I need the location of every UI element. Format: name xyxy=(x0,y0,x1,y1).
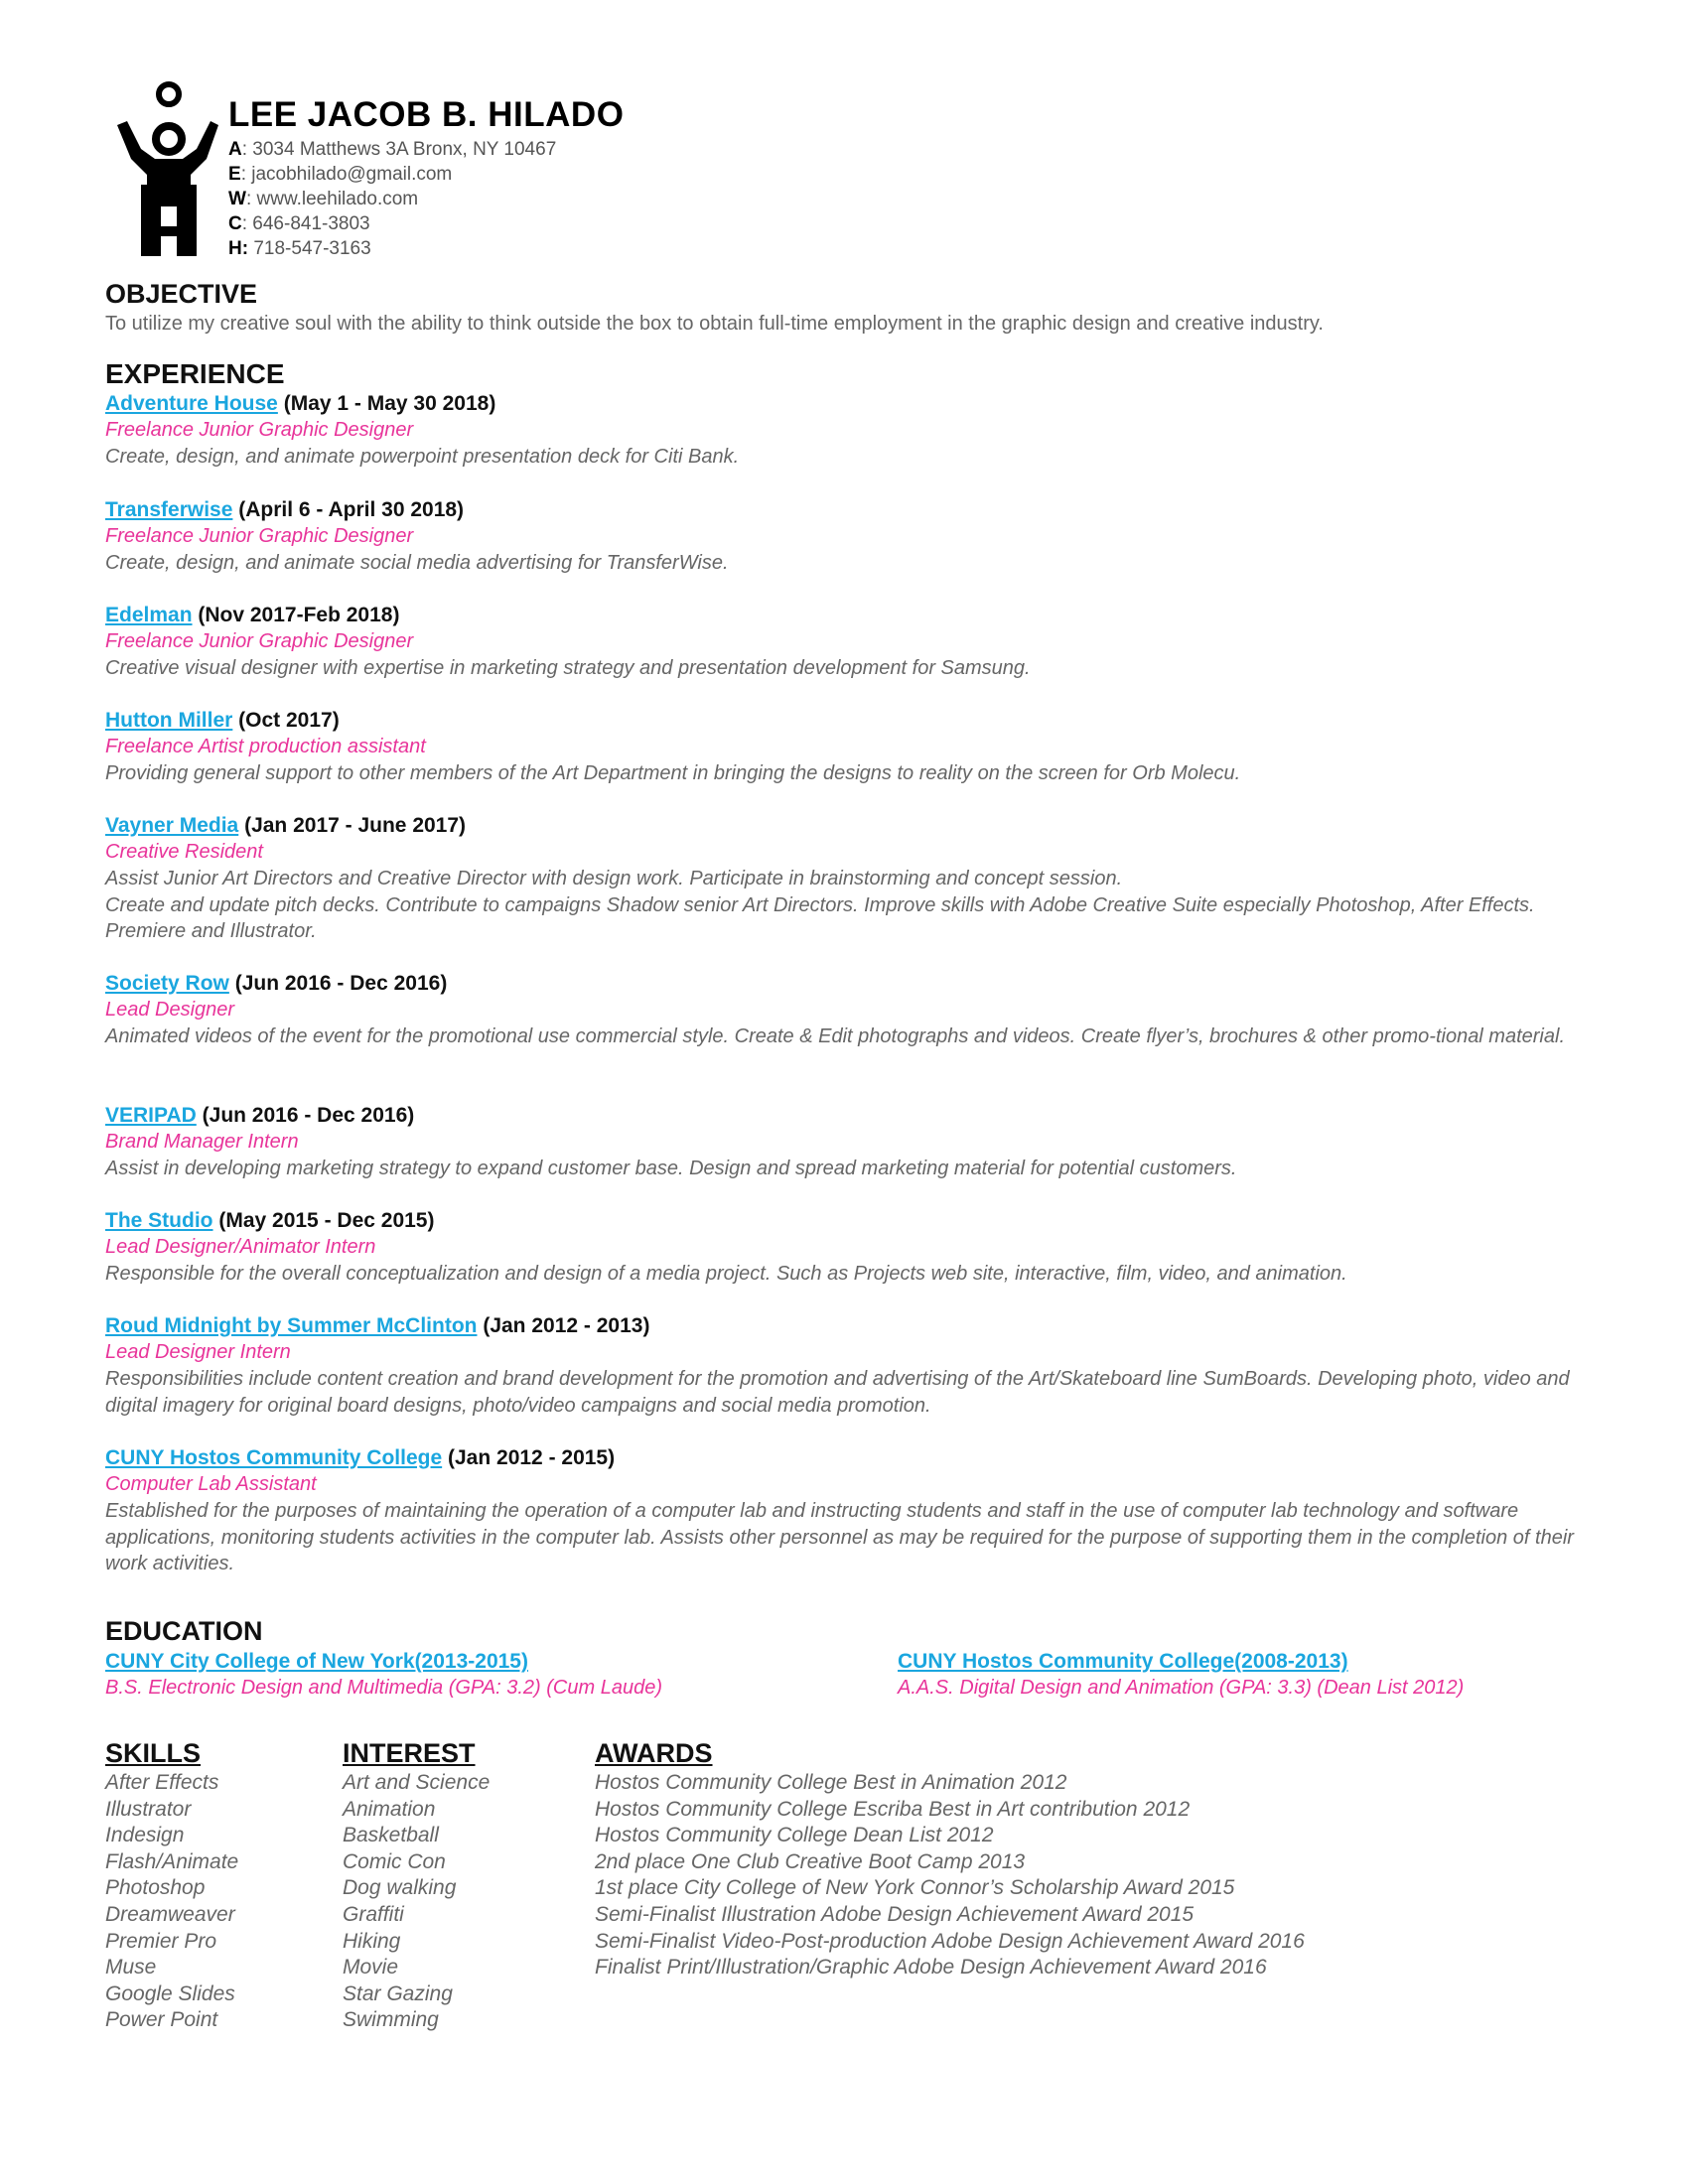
list-item: Semi-Finalist Illustration Adobe Design Achievement Award 2015 xyxy=(595,1902,1195,1926)
experience-dates: (Jan 2012 - 2015) xyxy=(448,1446,616,1469)
company-link[interactable]: CUNY Hostos Community College xyxy=(105,1446,443,1469)
objective-title: OBJECTIVE xyxy=(105,279,258,309)
experience-description-continued: Create and update pitch decks. Contribute to campaigns Shadow senior Art Directors. Improve skills with Adobe Creative Suite especially Photoshop, After Effects. Premiere and Illustrator. xyxy=(105,893,1535,942)
company-link[interactable]: Transferwise xyxy=(105,498,233,521)
list-item: Google Slides xyxy=(105,1981,235,2005)
list-item: Hiking xyxy=(343,1929,401,1953)
school-link[interactable]: CUNY Hostos Community College(2008-2013) xyxy=(898,1650,1348,1673)
school-link[interactable]: CUNY City College of New York(2013-2015) xyxy=(105,1650,528,1673)
experience-role: Creative Resident xyxy=(105,841,263,863)
experience-role: Freelance Junior Graphic Designer xyxy=(105,630,414,652)
list-item: After Effects xyxy=(105,1771,219,1794)
list-item: Comic Con xyxy=(343,1849,446,1873)
education-title: EDUCATION xyxy=(105,1616,263,1646)
experience-dates: (Oct 2017) xyxy=(238,709,340,732)
interest-title: INTEREST xyxy=(343,1738,476,1768)
experience-item xyxy=(105,1444,1605,1577)
list-item: Swimming xyxy=(343,2008,439,2032)
experience-dates: (Jun 2016 - Dec 2016) xyxy=(202,1104,415,1127)
experience-item xyxy=(105,602,1605,682)
experience-description: Create, design, and animate social media advertising for TransferWise. xyxy=(105,552,729,574)
full-name: LEE JACOB B. HILADO xyxy=(228,95,625,134)
company-link[interactable]: Roud Midnight by Summer McClinton xyxy=(105,1314,478,1337)
experience-role: Freelance Junior Graphic Designer xyxy=(105,419,414,441)
list-item: Indesign xyxy=(105,1824,185,1847)
degree-text: B.S. Electronic Design and Multimedia (GPA: 3.2) (Cum Laude) xyxy=(105,1677,662,1699)
list-item: Power Point xyxy=(105,2008,218,2032)
contact-email: E: jacobhilado@gmail.com xyxy=(228,164,453,185)
interest-list xyxy=(343,1770,490,2034)
skills-title: SKILLS xyxy=(105,1738,202,1768)
experience-description: Responsibilities include content creation and brand development for the promotion and advertising of the Art/Skateboard line SumBoards. Developing photo, video and digital imagery for original board designs, photo/video campaigns and social media promotion. xyxy=(105,1368,1570,1417)
experience-dates: (April 6 - April 30 2018) xyxy=(238,498,465,521)
company-link[interactable]: Society Row xyxy=(105,972,229,995)
list-item: Movie xyxy=(343,1956,399,1979)
company-link[interactable]: VERIPAD xyxy=(105,1104,197,1127)
experience-role: Freelance Artist production assistant xyxy=(105,736,426,757)
experience-description: Creative visual designer with expertise in marketing strategy and presentation development for Samsung. xyxy=(105,657,1031,679)
experience-dates: (Jan 2017 - June 2017) xyxy=(244,814,467,837)
skills-list xyxy=(105,1770,238,2034)
experience-dates: (Jan 2012 - 2013) xyxy=(483,1314,650,1337)
experience-item xyxy=(105,1312,1605,1419)
experience-description: Assist Junior Art Directors and Creative Director with design work. Participate in brainstorming and concept session. xyxy=(105,868,1123,889)
person-logo-icon xyxy=(111,77,220,256)
objective-text: To utilize my creative soul with the ability to think outside the box to obtain full-time employment in the graphic design and creative industry. xyxy=(105,313,1324,335)
education-item xyxy=(105,1648,662,1702)
experience-description: Responsible for the overall conceptualization and design of a media project. Such as Projects web site, interactive, film, video, and animation. xyxy=(105,1263,1347,1285)
contact-address: A: 3034 Matthews 3A Bronx, NY 10467 xyxy=(228,139,557,160)
experience-description: Animated videos of the event for the promotional use commercial style. Create & Edit photographs and videos. Create flyer’s, brochures & other promo-tional material. xyxy=(105,1025,1565,1047)
experience-role: Computer Lab Assistant xyxy=(105,1473,317,1495)
list-item: Art and Science xyxy=(343,1771,491,1794)
company-link[interactable]: Adventure House xyxy=(105,392,278,415)
company-link[interactable]: The Studio xyxy=(105,1209,213,1232)
experience-item xyxy=(105,1102,1605,1182)
list-item: 2nd place One Club Creative Boot Camp 2013 xyxy=(595,1849,1026,1873)
experience-item xyxy=(105,390,1605,471)
list-item: Muse xyxy=(105,1956,157,1979)
list-item: Hostos Community College Dean List 2012 xyxy=(595,1824,994,1847)
experience-item xyxy=(105,707,1605,787)
awards-list xyxy=(595,1770,1305,1981)
company-link[interactable]: Vayner Media xyxy=(105,814,239,837)
experience-dates: (Jun 2016 - Dec 2016) xyxy=(234,972,448,995)
list-item: Hostos Community College Best in Animation 2012 xyxy=(595,1771,1067,1794)
experience-description: Create, design, and animate powerpoint presentation deck for Citi Bank. xyxy=(105,446,740,468)
experience-dates: (May 2015 - Dec 2015) xyxy=(218,1209,435,1232)
experience-role: Freelance Junior Graphic Designer xyxy=(105,525,414,547)
contact-cell: C: 646-841-3803 xyxy=(228,213,370,234)
list-item: Illustrator xyxy=(105,1797,192,1821)
experience-role: Brand Manager Intern xyxy=(105,1131,299,1153)
experience-item xyxy=(105,1207,1605,1288)
list-item: Premier Pro xyxy=(105,1929,217,1953)
education-item xyxy=(898,1648,1464,1702)
list-item: Star Gazing xyxy=(343,1981,453,2005)
list-item: Flash/Animate xyxy=(105,1849,239,1873)
list-item: Finalist Print/Illustration/Graphic Adobe Design Achievement Award 2016 xyxy=(595,1956,1267,1979)
experience-role: Lead Designer Intern xyxy=(105,1341,291,1363)
company-link[interactable]: Edelman xyxy=(105,604,193,626)
experience-item xyxy=(105,970,1605,1050)
list-item: 1st place City College of New York Connor’s Scholarship Award 2015 xyxy=(595,1876,1235,1900)
awards-title: AWARDS xyxy=(595,1738,713,1768)
company-link[interactable]: Hutton Miller xyxy=(105,709,233,732)
contact-website: W: www.leehilado.com xyxy=(228,189,419,209)
degree-text: A.A.S. Digital Design and Animation (GPA: 3.3) (Dean List 2012) xyxy=(898,1677,1465,1699)
list-item: Animation xyxy=(343,1797,436,1821)
experience-role: Lead Designer/Animator Intern xyxy=(105,1236,376,1258)
list-item: Dog walking xyxy=(343,1876,457,1900)
experience-role: Lead Designer xyxy=(105,999,235,1021)
experience-description: Providing general support to other members of the Art Department in bringing the designs to reality on the screen for Orb Molecu. xyxy=(105,762,1241,784)
experience-dates: (Nov 2017-Feb 2018) xyxy=(198,604,400,626)
experience-item xyxy=(105,496,1605,577)
list-item: Photoshop xyxy=(105,1876,206,1900)
list-item: Hostos Community College Escriba Best in Art contribution 2012 xyxy=(595,1797,1191,1821)
list-item: Graffiti xyxy=(343,1902,404,1926)
experience-item xyxy=(105,812,1605,945)
experience-title: EXPERIENCE xyxy=(105,358,285,389)
experience-dates: (May 1 - May 30 2018) xyxy=(283,392,496,415)
list-item: Basketball xyxy=(343,1824,439,1847)
experience-description: Assist in developing marketing strategy to expand customer base. Design and spread marketing material for potential customers. xyxy=(105,1158,1237,1179)
header xyxy=(228,95,624,261)
list-item: Semi-Finalist Video-Post-production Adobe Design Achievement Award 2016 xyxy=(595,1929,1305,1953)
experience-description: Established for the purposes of maintaining the operation of a computer lab and instructing students and staff in the use of computer lab technology and software applications, monitoring students activities in the computer lab. Assists other personnel as may be required for the purpose of supporting them in the completion of their work activities. xyxy=(105,1500,1574,1574)
contact-home: H: 718-547-3163 xyxy=(228,238,371,259)
list-item: Dreamweaver xyxy=(105,1902,235,1926)
